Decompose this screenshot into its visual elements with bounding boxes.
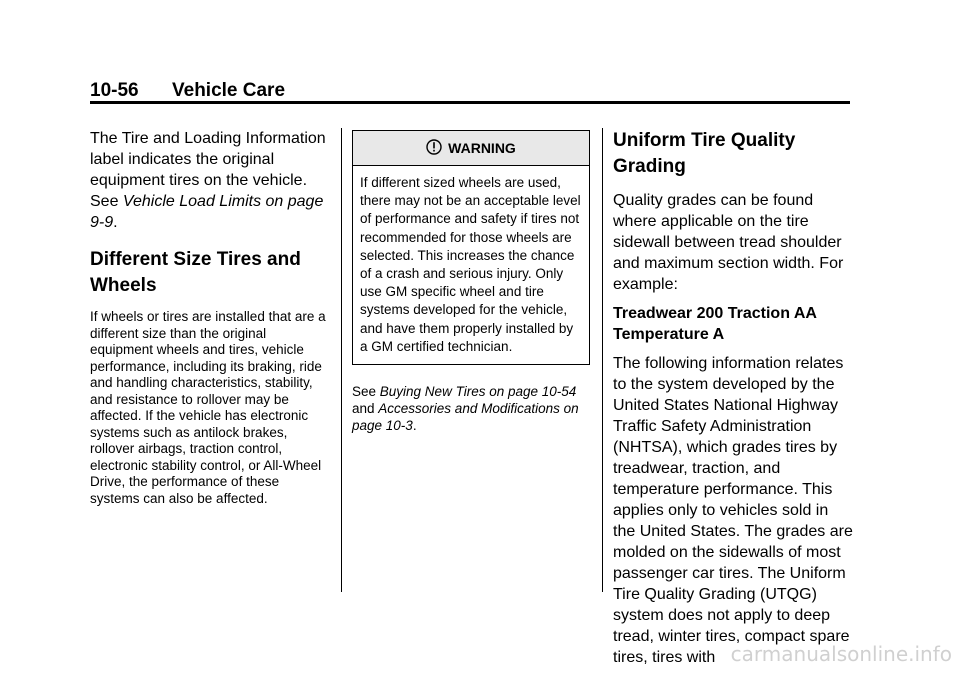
warning-label: WARNING bbox=[448, 140, 516, 156]
body-paragraph: Quality grades can be found where applicable on the tire sidewall between tread shoulder and maximum section width. For example: bbox=[613, 192, 844, 293]
see-prefix: See bbox=[352, 384, 380, 400]
intro-suffix: . bbox=[113, 214, 118, 231]
cross-reference-link[interactable]: Buying New Tires on page 10-54 bbox=[379, 384, 577, 400]
section-title: Vehicle Care bbox=[172, 80, 286, 101]
column-divider bbox=[341, 128, 342, 592]
body-paragraph: The following information relates to the system developed by the United States National Highway Traffic Safety Administration (NHTSA), which grades tires by treadwear, traction, and temperature performance. This applies only to vehicles sold in the United States. The grades are molded on the sidewalls of most passenger car tires. The Uniform Tire Quality Grading (UTQG) system does not apply to deep tread, winter tires, compact spare tires, tires with bbox=[613, 355, 853, 666]
cross-reference-link[interactable]: Vehicle Load Limits on page 9-9 bbox=[90, 193, 324, 231]
grade-example: Treadwear 200 Traction AA Temperature A bbox=[613, 305, 817, 343]
see-suffix: . bbox=[412, 418, 417, 434]
section-heading: Uniform Tire Quality Grading bbox=[613, 130, 796, 177]
cross-reference-link[interactable]: Accessories and Modifications on page 10-3 bbox=[352, 401, 579, 434]
see-mid: and bbox=[352, 401, 379, 417]
page-number: 10-56 bbox=[90, 80, 139, 101]
column-right bbox=[613, 128, 853, 676]
intro-paragraph bbox=[90, 128, 330, 233]
warning-text: If different sized wheels are used, there may not be an acceptable level of performance and safety if tires not recommended for those wheels are selected. This increases the chance of a crash and serious injury. Only use GM specific wheel and tire systems developed for the vehicle, and have them properly installed by a GM certified technician. bbox=[360, 175, 581, 354]
section-heading: Different Size Tires and Wheels bbox=[90, 249, 301, 296]
body-paragraph: If wheels or tires are installed that are a different size than the original equipment wheels and tires, vehicle performance, including its braking, ride and handling characteristics, stability, and resistance to rollover may be affected. If the vehicle has electronic systems such as antilock brakes, rollover airbags, traction control, electronic stability control, or All-Wheel Drive, the performance of these systems can also be affected. bbox=[90, 309, 326, 506]
warning-box bbox=[352, 130, 590, 365]
warning-icon bbox=[426, 139, 442, 158]
see-also-paragraph bbox=[352, 383, 590, 434]
warning-header bbox=[353, 131, 589, 166]
column-left bbox=[90, 128, 330, 507]
intro-text: The Tire and Loading Information label indicates the original equipment tires on the vehicle. See bbox=[90, 130, 326, 210]
column-middle bbox=[352, 130, 590, 448]
column-divider bbox=[602, 128, 603, 592]
watermark: carmanualsonline.info bbox=[730, 642, 952, 666]
header-rule bbox=[90, 101, 850, 104]
